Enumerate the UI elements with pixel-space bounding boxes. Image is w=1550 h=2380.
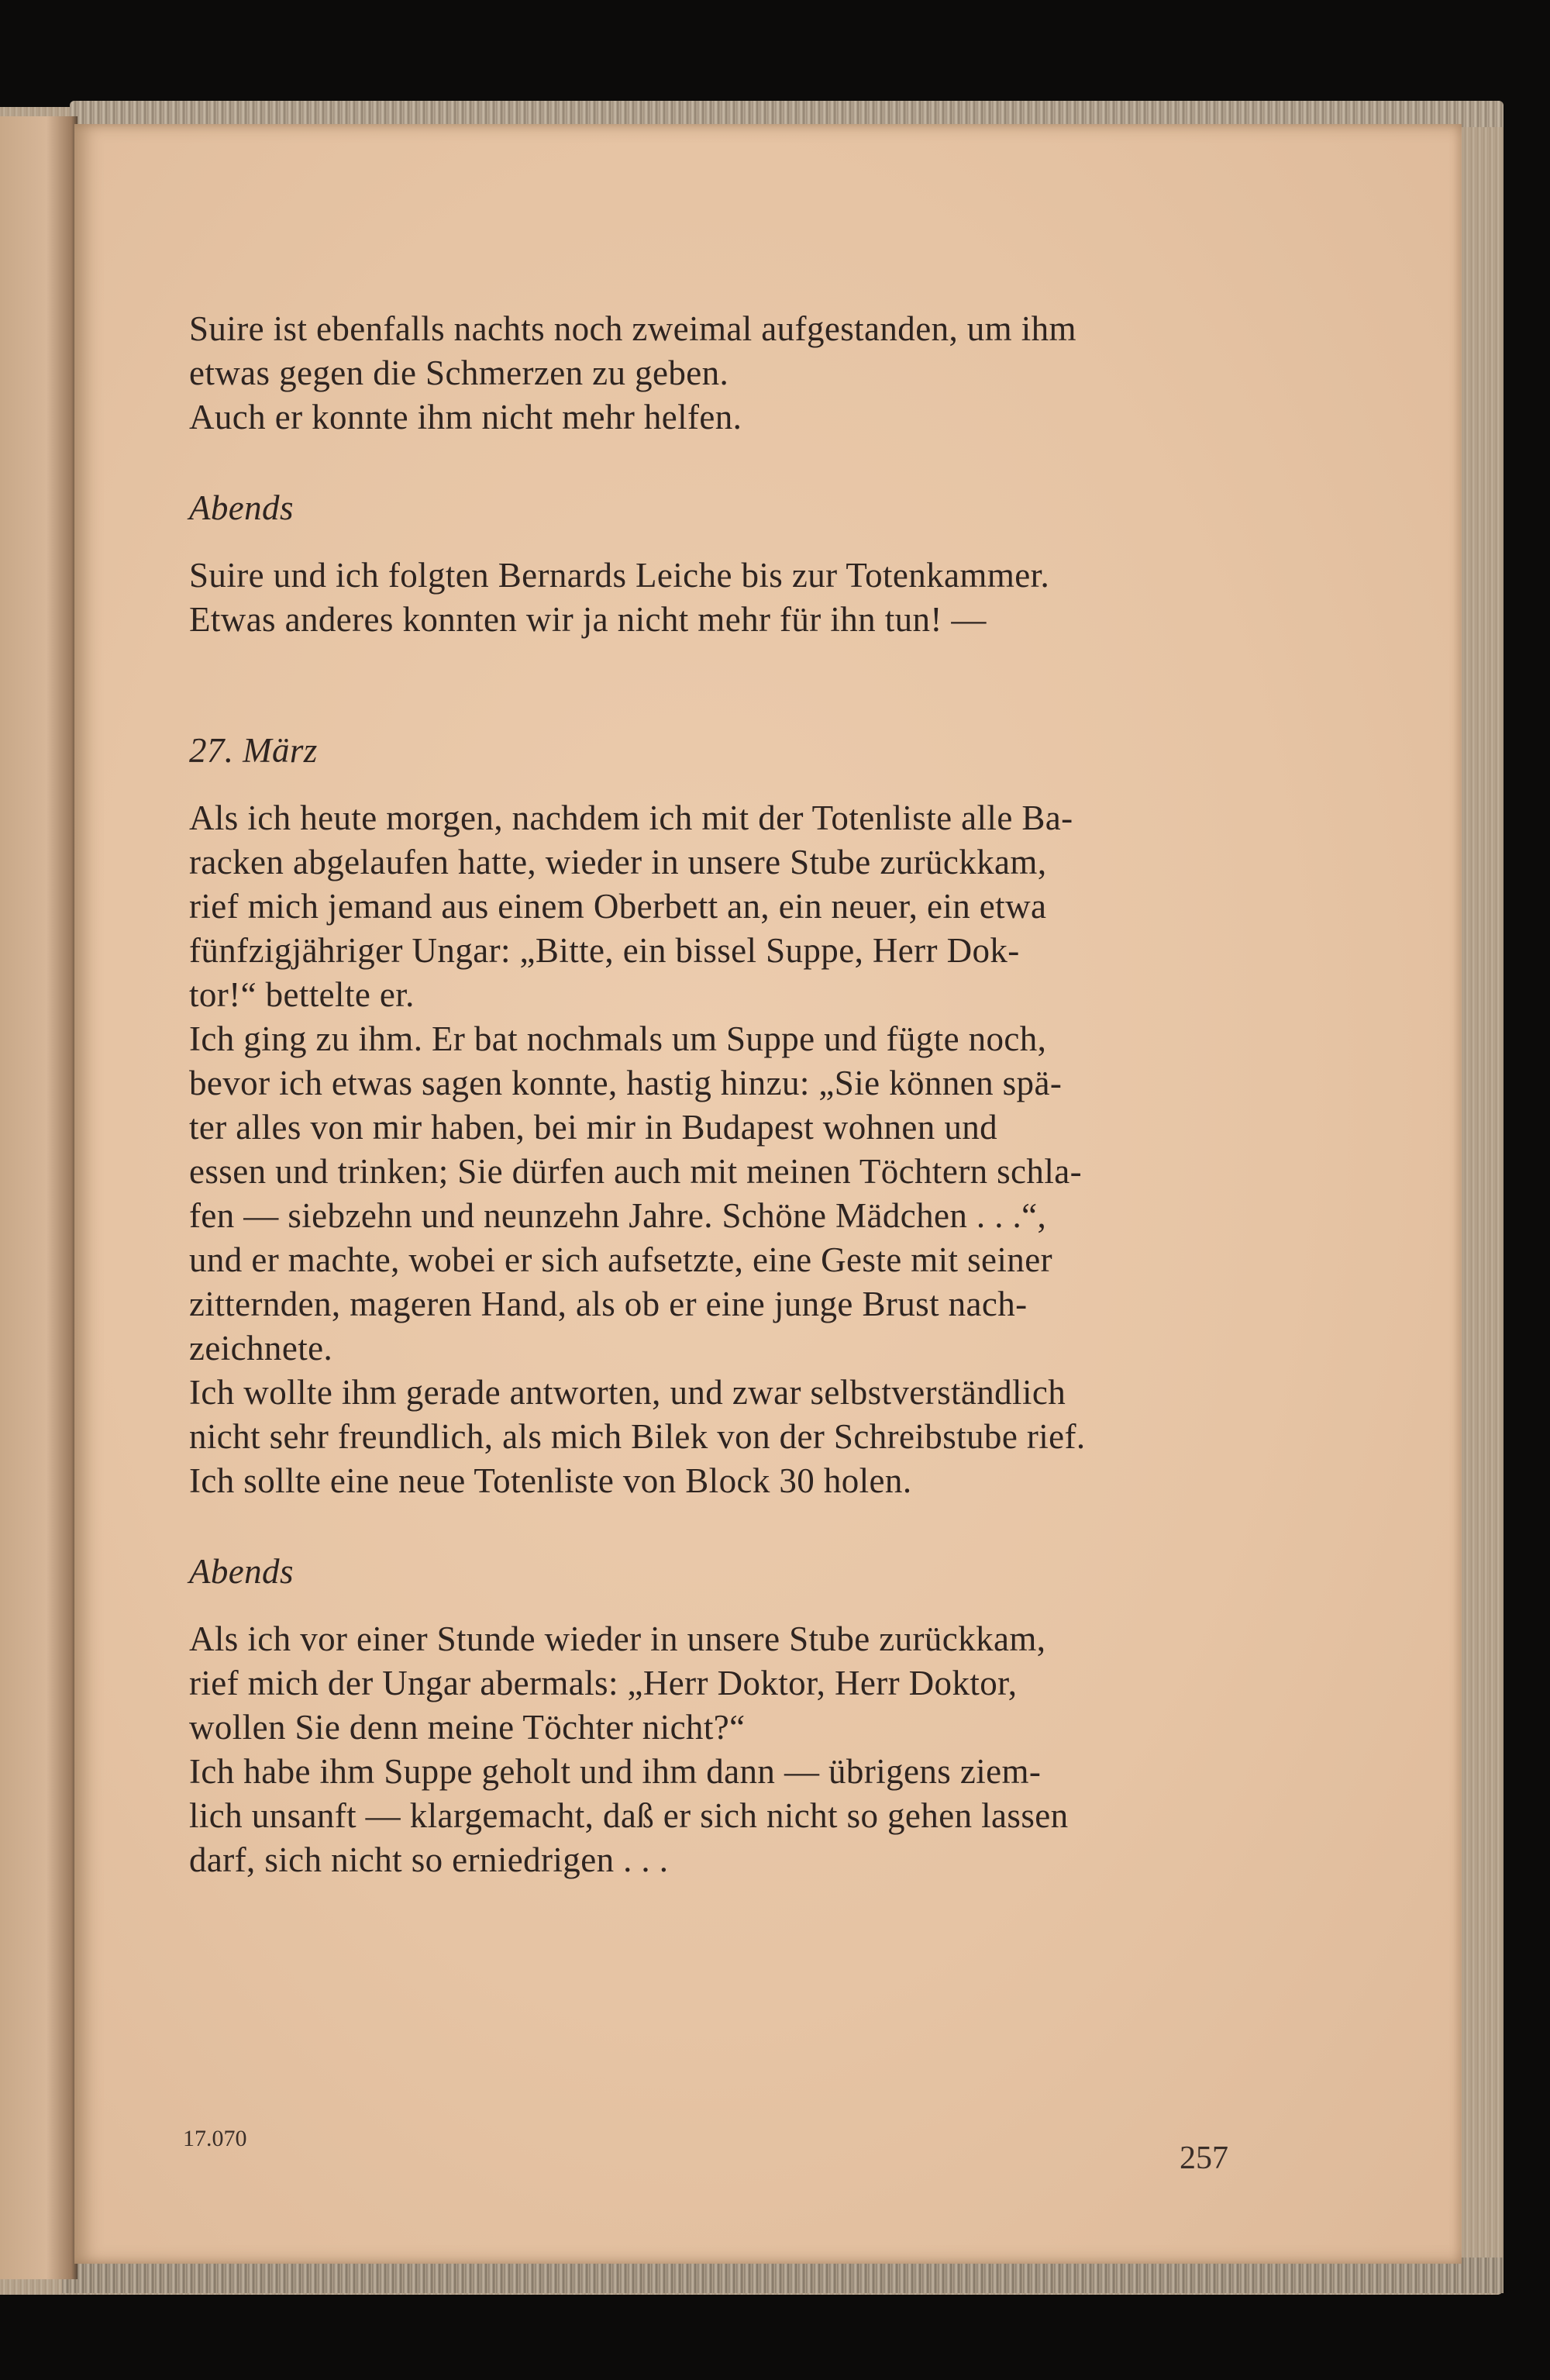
section-heading-abends: Abends [189,1552,294,1591]
text-line: Ich ging zu ihm. Er bat nochmals um Suppe und fügte noch, [189,1019,1047,1058]
text-line: tor!“ bettelte er. [189,975,415,1014]
text-line: rief mich der Ungar abermals: „Herr Doktor, Herr Doktor, [189,1664,1018,1702]
section-heading-date: 27. März [189,731,318,770]
text-line: und er machte, wobei er sich aufsetzte, eine Geste mit seiner [189,1240,1052,1279]
text-line: racken abgelaufen hatte, wieder in unsere Stube zurückkam, [189,843,1047,881]
paragraph-6 [189,1617,1251,1750]
paragraph-5 [189,1371,1251,1503]
text-line: zeichnete. [189,1329,333,1368]
text-line: Als ich vor einer Stunde wieder in unsere Stube zurückkam, [189,1619,1046,1658]
signature-mark: 17.070 [183,2126,247,2151]
paragraph-1 [189,307,1251,440]
text-line: Als ich heute morgen, nachdem ich mit der Totenliste alle Ba- [189,799,1073,837]
text-line: fen — siebzehn und neunzehn Jahre. Schöne Mädchen . . .“, [189,1196,1047,1235]
text-line: Ich sollte eine neue Totenliste von Block 30 holen. [189,1461,912,1500]
text-line: Ich habe ihm Suppe geholt und ihm dann — übrigens ziem- [189,1752,1042,1791]
text-line: Suire ist ebenfalls nachts noch zweimal aufgestanden, um ihm [189,309,1076,348]
text-line: bevor ich etwas sagen konnte, hastig hinzu: „Sie können spä- [189,1064,1063,1102]
page-number: 257 [1180,2140,1228,2176]
text-line: nicht sehr freundlich, als mich Bilek von der Schreibstube rief. [189,1417,1086,1456]
paragraph-7 [189,1750,1251,1882]
left-page-edge [0,116,78,2279]
text-line: darf, sich nicht so erniedrigen . . . [189,1840,669,1879]
text-line: Etwas anderes konnten wir ja nicht mehr für ihn tun! — [189,600,987,639]
paragraph-2 [189,554,1251,642]
text-line: Ich wollte ihm gerade antworten, und zwar selbstverständlich [189,1373,1066,1412]
section-heading-abends: Abends [189,488,294,527]
text-line: lich unsanft — klargemacht, daß er sich nicht so gehen lassen [189,1796,1069,1835]
text-line: zitternden, mageren Hand, als ob er eine junge Brust nach- [189,1285,1028,1323]
text-line: etwas gegen die Schmerzen zu geben. [189,354,729,392]
text-line: fünfzigjähriger Ungar: „Bitte, ein bissel Suppe, Herr Dok- [189,931,1020,970]
text-line: wollen Sie denn meine Töchter nicht?“ [189,1708,746,1747]
book-page [74,124,1462,2264]
page-text [189,307,1251,1882]
text-line: Suire und ich folgten Bernards Leiche bis zur Totenkammer. [189,556,1050,595]
text-line: rief mich jemand aus einem Oberbett an, ein neuer, ein etwa [189,887,1047,926]
cover-edge-top [70,101,1504,127]
text-line: Auch er konnte ihm nicht mehr helfen. [189,398,742,436]
paragraph-4 [189,1017,1251,1371]
text-line: essen und trinken; Sie dürfen auch mit meinen Töchtern schla- [189,1152,1082,1191]
text-line: ter alles von mir haben, bei mir in Budapest wohnen und [189,1108,998,1147]
paragraph-3 [189,796,1251,1017]
